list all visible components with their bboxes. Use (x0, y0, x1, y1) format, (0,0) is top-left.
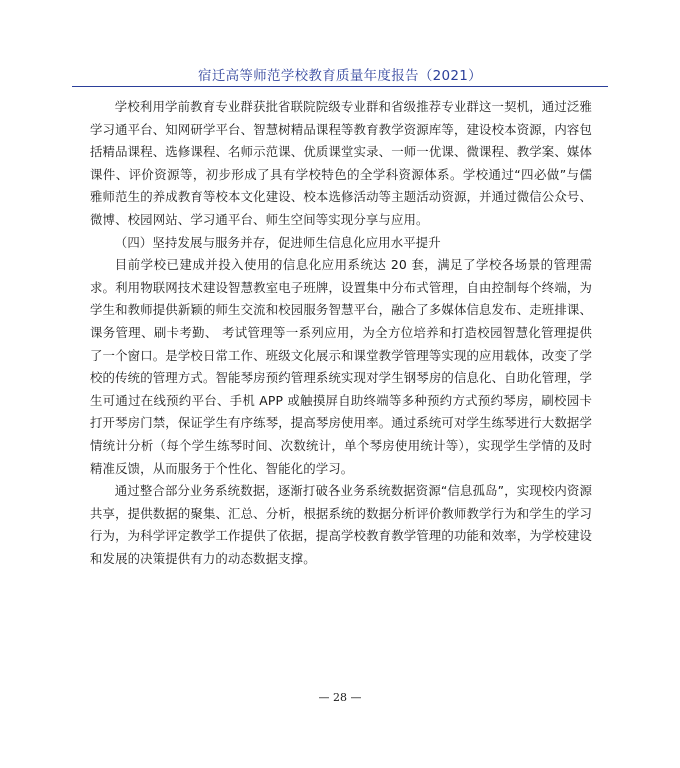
report-body (90, 96, 592, 570)
paragraph-information-systems: 目前学校已建成并投入使用的信息化应用系统达 20 套，满足了学校各场景的管理需求。利用物联网技术建设智慧教室电子班牌，设置集中分布式管理，自由控制每个终端，为学生和教师提供新颖的师生交流和校园服务智慧平台，融合了多媒体信息发布、走班排课、课务管理、刷卡考勤、 考试管理等一系列应用，为全方位培养和打造校园智慧化管理提供了一个窗口。是学校日常工作、班级文化展示和课堂教学管理等实现的应用载体，改变了学校的传统的管理方式。智能琴房预约管理系统实现对学生钢琴房的信息化、自助化管理，学生可通过在线预约平台、手机 APP 或触摸屏自助终端等多种预约方式预约琴房，刷校园卡打开琴房门禁，保证学生有序练琴，提高琴房使用率。通过系统可对学生练琴进行大数据学情统计分析（每个学生练琴时间、次数统计，单个琴房使用统计等），实现学生学情的及时精准反馈，从而服务于个性化、智能化的学习。 (90, 257, 592, 476)
report-header-title: 宿迁高等师范学校教育质量年度报告（2021） (198, 68, 482, 84)
section-heading: （四）坚持发展与服务并存，促进师生信息化应用水平提升 (114, 234, 441, 250)
paragraph-data-integration: 通过整合部分业务系统数据，逐渐打破各业务系统数据资源“信息孤岛”，实现校内资源共享，提供数据的聚集、汇总、分析，根据系统的数据分析评价教师教学行为和学生的学习行为，为科学评定教学工作提供了依据，提高学校教育教学管理的功能和效率，为学校建设和发展的决策提供有力的动态数据支撑。 (90, 483, 592, 566)
paragraph-resources: 学校利用学前教育专业群获批省联院院级专业群和省级推荐专业群这一契机，通过泛雅学习通平台、知网研学平台、智慧树精品课程等教育教学资源库等，建设校本资源，内容包括精品课程、选修课程、名师示范课、优质课堂实录、一师一优课、微课程、教学案、媒体课件、评价资源等，初步形成了具有学校特色的全学科资源体系。学校通过“四必做”与儒雅师范生的养成教育等校本文化建设、校本选修活动等主题活动资源，并通过微信公众号、微博、校园网站、学习通平台、师生空间等实现分享与应用。 (90, 99, 592, 227)
page-number: — 28 — (318, 691, 362, 704)
header-divider (72, 86, 608, 87)
